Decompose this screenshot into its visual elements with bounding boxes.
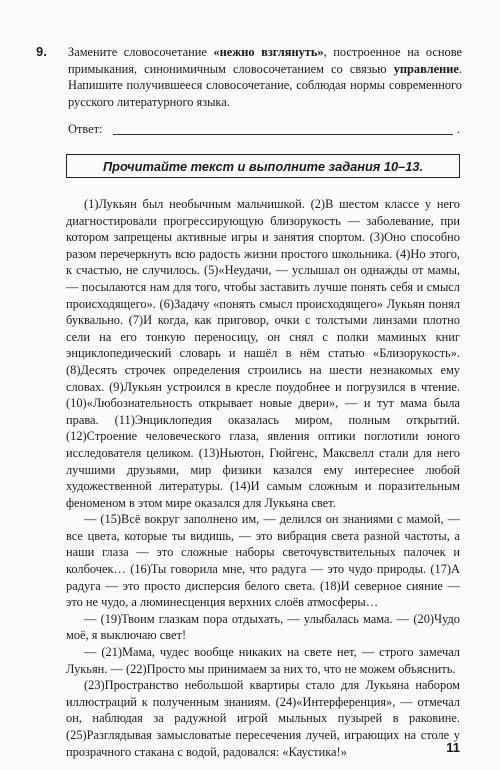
paragraph: (1)Лукьян был необычным мальчишкой. (2)В шестом классе у него диагностировали прогрессирующую близорукость — заболевание, при котором запрещены активные игры и занятия спортом. (3)Оно способно разом перечеркнуть всю радость жизни простого школьника. (4)Но этого, к счастью, не случилось. (5)«Неудачи, — услышал он однажды от мамы, — посылаются нам для того, чтобы заставить лучше понять себя и смысл происходящего». (6)Задачу «понять смысл происходящего» Лукьян понял буквально. (7)И когда, как приговор, очки с толстыми линзами плотно сели на его тонкую переносицу, он снял с полки маминых книг энциклопедический словарь и нашёл в нём статью «Близорукость». (8)Десять строчек определения строились на шести незнакомых ему словах. (9)Лукьян устроился в кресле поудобнее и погрузился в чтение. (10)«Любознательность открывает новые двери», — и тут мама была права. (11)Энциклопедия оказалась миром, полным открытий. (12)Строение человеческого глаза, явления оптики поглотили юного исследователя целиком. (13)Ньютон, Гюйгенс, Максвелл стали для него лучшими друзьями, мир физики казался ему интереснее любой художественной литературы. (14)И самым сложным и поразительным феноменом в этом мире оказался для Лукьяна свет. [66,197,460,510]
paragraph: — (15)Всё вокруг заполнено им, — делился он знаниями с мамой, — все цвета, которые ты видишь, — это вибрация света разной частоты, а наши глаза — это сложные наборы светочувствительных палочек и колбочек… (16)Ты говорила мне, что радуга — это чудо природы. (17)А радуга — это просто дисперсия белого света. (18)И северное сияние — это не чудо, а люминесценция верхних слоёв атмосферы… [66,512,460,610]
task-text [68,44,462,110]
task-text-bold: управление [393,61,459,76]
task-text-part: Замените словосочетание [68,45,214,59]
page-number: 11 [446,740,460,755]
task-text-bold: «нежно взглянуть» [213,45,324,59]
reading-text [66,196,460,760]
answer-end: . [456,122,460,136]
instruction-box [66,154,460,178]
paragraph: (23)Пространство небольшой квартиры стало для Лукьяна набором иллюстраций к полученным знаниям. (24)«Интерференция», — отмечал он, наблюдая за радужной игрой мыльных пузырей в раковине. (25)Разглядывая замысловатые пересечения лучей, играющих на столе у прозрачного стакана с водой, радовался: «Каустика!» [66,678,460,759]
answer-row [68,122,460,137]
answer-field[interactable] [113,122,453,135]
paragraph: — (21)Мама, чудес вообще никаких на свете нет, — строго замечал Лукьян. — (22)Просто мы принимаем за них то, что не можем объяснить. [66,645,460,676]
task-text-part: . Напишите получившееся словосочетание, соблюдая нормы современного русского литературного языка. [68,61,462,109]
instruction-text: Прочитайте текст и выполните задания 10–13. [102,158,424,174]
answer-label: Ответ: [68,122,103,136]
paragraph: — (19)Твоим глазкам пора отдыхать, — улыбалась мама. — (20)Чудо моё, я выключаю свет! [66,611,460,643]
task-number: 9. [36,44,47,59]
task-text-part: , построенное на основе примыкания, синонимичным словосочетанием со связью [68,45,462,76]
